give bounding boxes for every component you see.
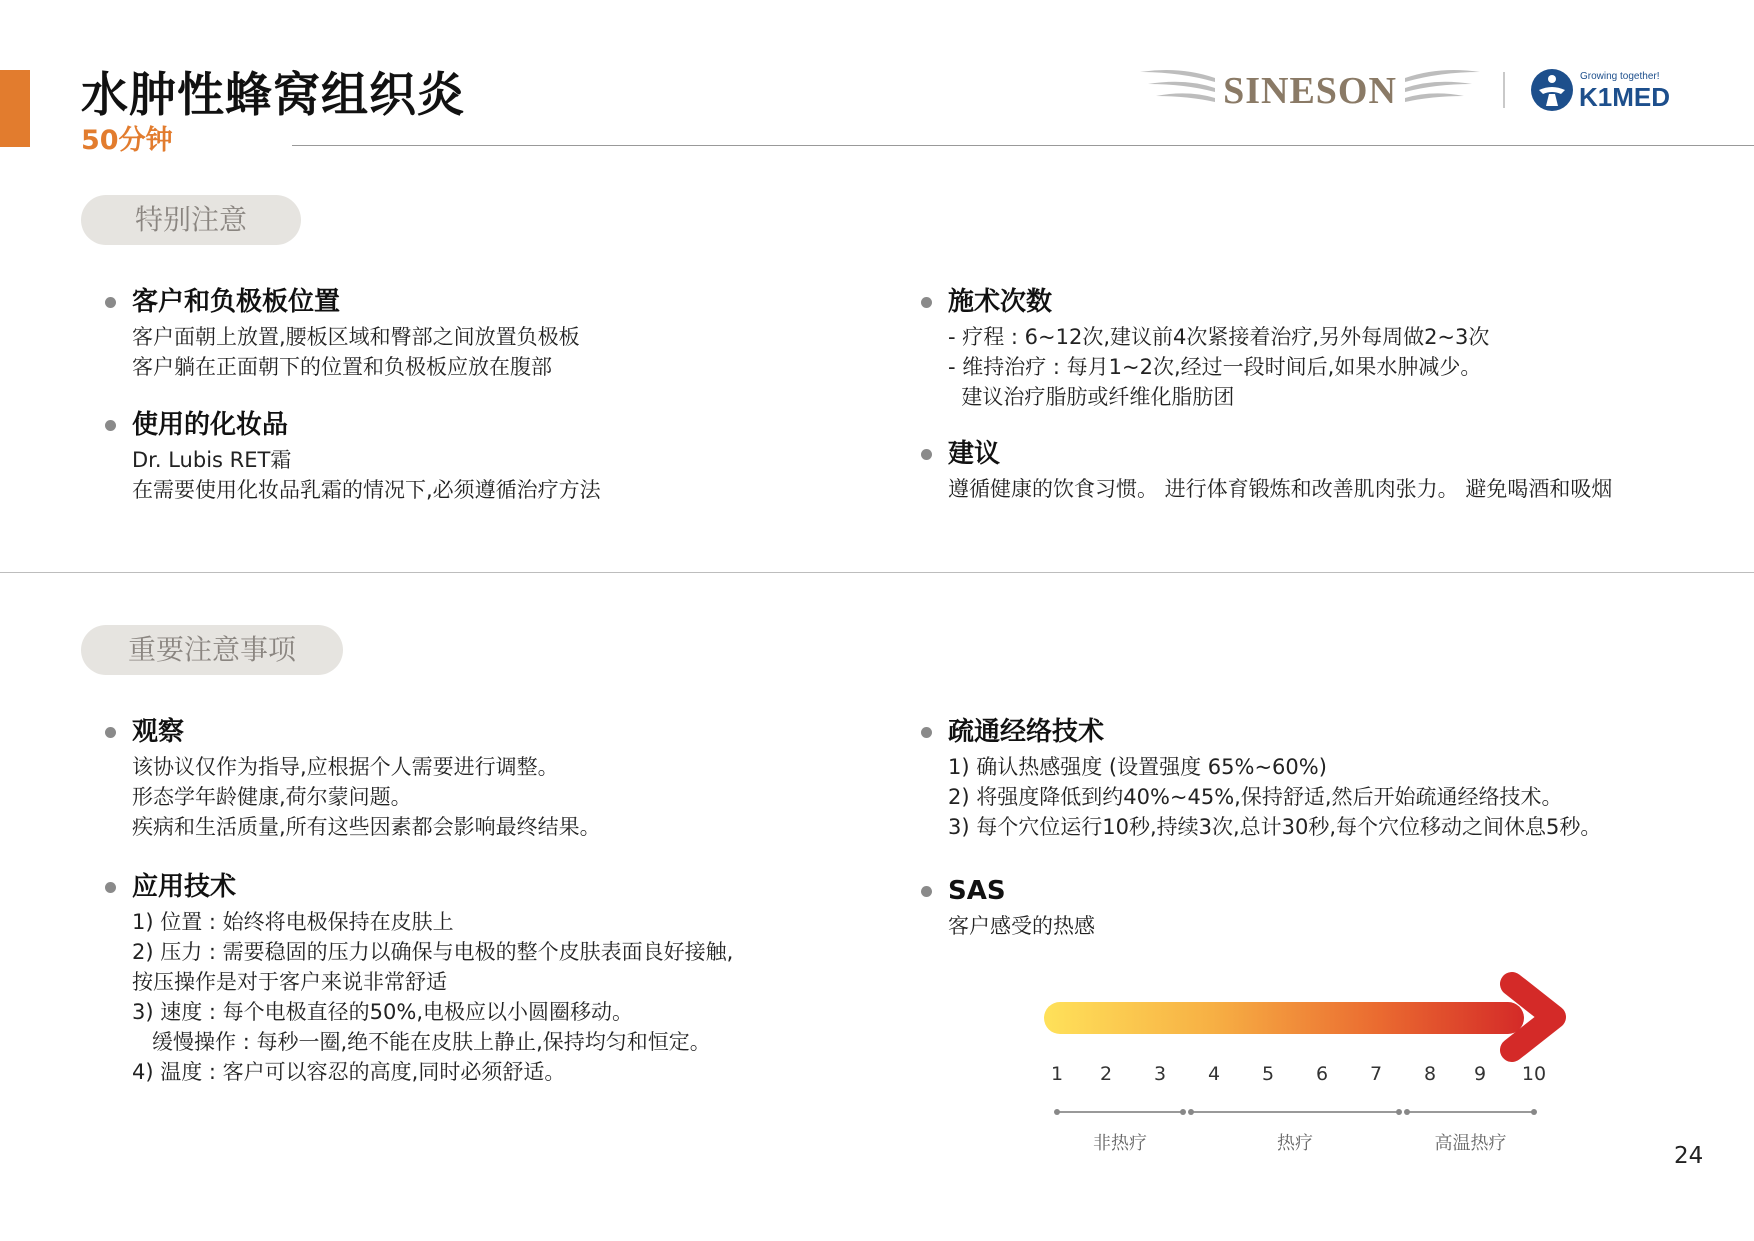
k1med-wordmark: K1MED	[1579, 82, 1671, 112]
item-text-line: 疾病和生活质量,所有这些因素都会影响最终结果。	[132, 815, 601, 839]
scale-range-endpoint	[1531, 1109, 1537, 1115]
scale-tick-label: 7	[1369, 1063, 1383, 1085]
scale-tick-label: 9	[1473, 1063, 1487, 1085]
item-text-line: 缓慢操作 : 每秒一圈,绝不能在皮肤上静止,保持均匀和恒定。	[132, 1030, 711, 1054]
item-text-line: 1) 位置 : 始终将电极保持在皮肤上	[132, 910, 454, 934]
item-heading: 观察	[132, 717, 185, 747]
scale-tick-label: 8	[1423, 1063, 1437, 1085]
scale-range-label: 热疗	[1277, 1133, 1313, 1154]
arrow-head-icon	[1500, 972, 1570, 1062]
logo-divider	[1503, 72, 1505, 108]
item-heading: SAS	[948, 876, 1006, 906]
bullet-icon	[105, 297, 116, 308]
important-notes-pill: 重要注意事项	[81, 625, 343, 675]
sineson-logo	[1140, 62, 1480, 118]
item-heading: 建议	[948, 439, 1001, 469]
duration-subtitle: 50分钟	[81, 125, 173, 156]
section1-left-item-0	[81, 286, 580, 382]
item-text-line: 该协议仅作为指导,应根据个人需要进行调整。	[132, 755, 559, 779]
item-text-line: - 维持治疗 : 每月1~2次,经过一段时间后,如果水肿减少。	[948, 355, 1482, 379]
item-text-line: 1) 确认热感强度 (设置强度 65%~60%)	[948, 755, 1327, 779]
item-heading: 使用的化妆品	[132, 410, 289, 440]
item-text-line: 遵循健康的饮食习惯。 进行体育锻炼和改善肌肉张力。 避免喝酒和吸烟	[948, 477, 1613, 501]
item-text-line: 客户面朝上放置,腰板区域和臀部之间放置负极板	[132, 325, 580, 349]
scale-tick-label: 6	[1315, 1063, 1329, 1085]
item-text-line: 建议治疗脂肪或纤维化脂肪团	[948, 385, 1235, 409]
item-text-line: Dr. Lubis RET霜	[132, 448, 292, 472]
bullet-icon	[105, 420, 116, 431]
sineson-wing-right-icon	[1405, 70, 1480, 102]
scale-range-endpoint	[1404, 1109, 1410, 1115]
section2-right-item-0	[897, 716, 1601, 842]
bullet-icon	[105, 882, 116, 893]
item-text-line: 3) 速度 : 每个电极直径的50%,电极应以小圆圈移动。	[132, 1000, 634, 1024]
header-divider	[292, 145, 1754, 146]
scale-tick-label: 1	[1050, 1063, 1064, 1085]
sineson-wing-left-icon	[1140, 70, 1215, 102]
section1-right-item-0	[897, 286, 1489, 412]
item-text-line: 2) 压力 : 需要稳固的压力以确保与电极的整个皮肤表面良好接触,	[132, 940, 734, 964]
item-heading: 客户和负极板位置	[132, 287, 341, 317]
item-text-line: 3) 每个穴位运行10秒,持续3次,总计30秒,每个穴位移动之间休息5秒。	[948, 815, 1602, 839]
scale-tick-label: 10	[1521, 1063, 1547, 1085]
bullet-icon	[921, 449, 932, 460]
item-text-line: 按压操作是对于客户来说非常舒适	[132, 970, 447, 994]
section1-left-item-1	[81, 409, 601, 505]
page-title: 水肿性蜂窝组织炎	[81, 68, 465, 123]
bullet-icon	[105, 727, 116, 738]
scale-range-label: 高温热疗	[1434, 1133, 1507, 1154]
k1med-tagline: Growing together!	[1580, 71, 1660, 82]
bullet-icon	[921, 886, 932, 897]
item-text-line: 客户感受的热感	[948, 914, 1095, 938]
item-heading: 施术次数	[948, 287, 1053, 317]
scale-range-endpoint	[1396, 1109, 1402, 1115]
scale-tick-label: 3	[1153, 1063, 1167, 1085]
section2-right-item-1	[897, 875, 1095, 941]
item-text-line: 4) 温度 : 客户可以容忍的高度,同时必须舒适。	[132, 1060, 566, 1084]
scale-tick-label: 4	[1207, 1063, 1221, 1085]
scale-range-endpoint	[1054, 1109, 1060, 1115]
scale-range-endpoint	[1180, 1109, 1186, 1115]
scale-tick-label: 2	[1099, 1063, 1113, 1085]
item-text-line: 形态学年龄健康,荷尔蒙问题。	[132, 785, 412, 809]
accent-bar	[0, 70, 30, 147]
item-heading: 应用技术	[132, 872, 237, 902]
k1med-emblem-icon	[1531, 69, 1573, 111]
page-number: 24	[1674, 1143, 1704, 1169]
scale-range-label: 非热疗	[1093, 1133, 1147, 1154]
bullet-icon	[921, 297, 932, 308]
special-notes-pill: 特别注意	[81, 195, 301, 245]
scale-range-line	[1057, 1111, 1183, 1113]
scale-tick-label: 5	[1261, 1063, 1275, 1085]
heat-scale-bar	[1044, 1002, 1524, 1034]
item-text-line: 2) 将强度降低到约40%~45%,保持舒适,然后开始疏通经络技术。	[948, 785, 1563, 809]
k1med-logo	[1530, 66, 1680, 114]
section2-left-item-0	[81, 716, 601, 842]
scale-range-line	[1407, 1111, 1534, 1113]
section2-left-item-1	[81, 871, 733, 1087]
item-text-line: 在需要使用化妆品乳霜的情况下,必须遵循治疗方法	[132, 478, 601, 502]
item-text-line: 客户躺在正面朝下的位置和负极板应放在腹部	[132, 355, 552, 379]
section-divider	[0, 572, 1754, 573]
item-text-line: - 疗程 : 6~12次,建议前4次紧接着治疗,另外每周做2~3次	[948, 325, 1490, 349]
scale-range-endpoint	[1188, 1109, 1194, 1115]
sineson-wordmark: SINESON	[1223, 70, 1397, 112]
scale-range-line	[1191, 1111, 1399, 1113]
section1-right-item-1	[897, 438, 1612, 504]
bullet-icon	[921, 727, 932, 738]
item-heading: 疏通经络技术	[948, 717, 1105, 747]
